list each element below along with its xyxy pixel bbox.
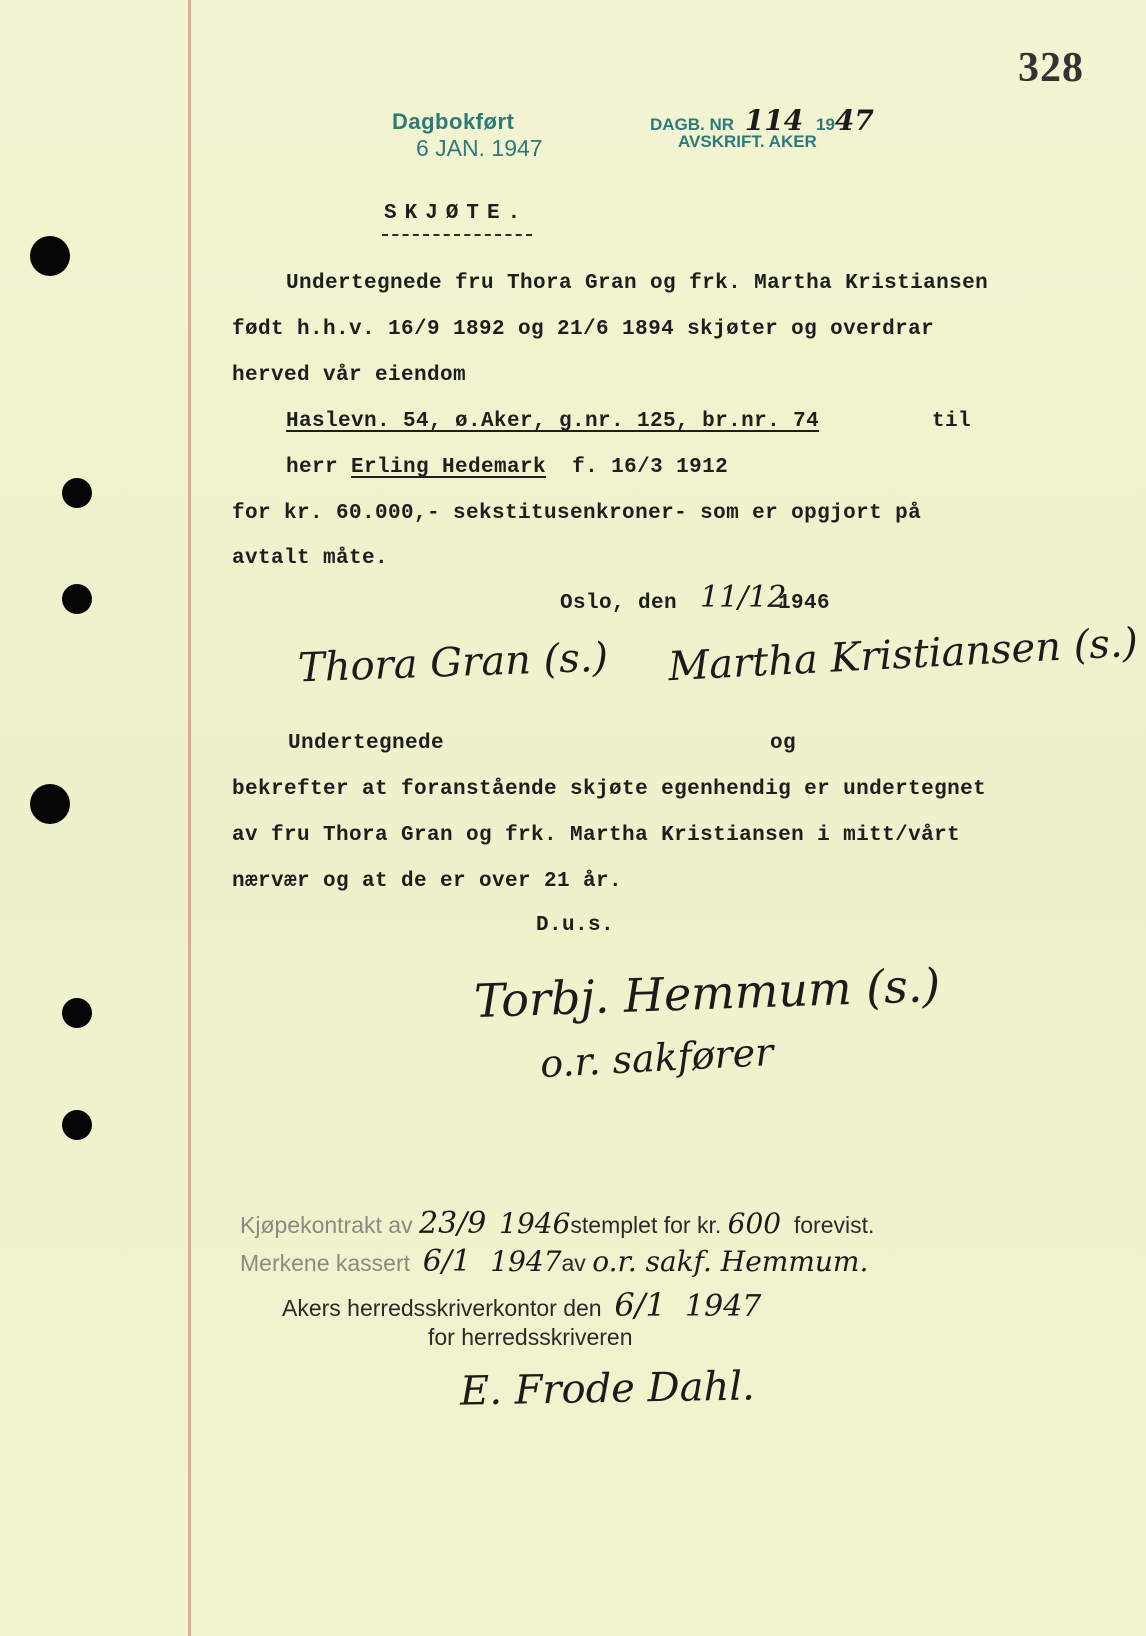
price-line-2: avtalt måte. <box>232 547 389 570</box>
punch-hole <box>30 784 70 824</box>
buyer-line <box>286 456 728 479</box>
registration-date-1: 23/9 <box>418 1206 487 1241</box>
buyer-birth: f. 16/3 1912 <box>572 456 729 479</box>
page-number: 328 <box>1018 45 1084 91</box>
signature-thora-gran: Thora Gran (s.) <box>297 634 609 692</box>
registration-line-3 <box>282 1286 761 1324</box>
buyer-prefix: herr <box>286 456 339 479</box>
diary-year-prefix: 19 <box>815 115 835 134</box>
registration-line-4: for herredsskriveren <box>428 1324 633 1350</box>
registration-amount: 600 <box>727 1207 782 1240</box>
registration-shown-label: forevist. <box>793 1212 875 1238</box>
title-underline <box>382 234 532 236</box>
margin-line <box>188 0 191 1636</box>
registration-year-2: 1947 <box>490 1245 562 1278</box>
witness-line-3: av fru Thora Gran og frk. Martha Kristiansen i mitt/vårt <box>232 824 961 847</box>
transcript-stamp: AVSKRIFT. AKER <box>678 132 817 151</box>
document-title: SKJØTE. <box>384 202 529 225</box>
deed-line-1: Undertegnede fru Thora Gran og frk. Martha Kristiansen <box>286 272 989 295</box>
punch-hole <box>62 584 92 614</box>
property-description: Haslevn. 54, ø.Aker, g.nr. 125, br.nr. 74 <box>286 410 820 433</box>
diary-stamp-date: 6 JAN. 1947 <box>416 135 543 161</box>
registration-stamped-label: stemplet for kr. <box>570 1212 722 1238</box>
registration-line-2 <box>240 1244 868 1279</box>
signature-martha-kristiansen: Martha Kristiansen (s.) <box>667 619 1140 691</box>
registration-line-1 <box>240 1206 874 1241</box>
registration-date-3: 6/1 <box>614 1286 666 1324</box>
diary-number-hand: 114 <box>744 104 804 137</box>
registration-line-1-label: Kjøpekontrakt av <box>240 1212 413 1238</box>
witness-title: o.r. sakfører <box>539 1029 775 1087</box>
dus-label: D.u.s. <box>536 914 615 937</box>
place-date-year: 1946 <box>778 592 831 615</box>
diary-number-label: DAGB. NR <box>650 115 735 134</box>
punch-hole <box>62 1110 92 1140</box>
registrar-signature: E. Frode Dahl. <box>459 1363 756 1415</box>
price-line-1: for kr. 60.000,- sekstitusenkroner- som er opgjort på <box>232 502 922 525</box>
property-to: til <box>932 410 972 433</box>
registration-line-2-label: Merkene kassert <box>240 1250 411 1276</box>
punch-hole <box>62 478 92 508</box>
registration-year-1: 1946 <box>499 1207 571 1240</box>
registration-office-label: Akers herredsskriverkontor den <box>282 1295 602 1321</box>
place-date-hand: 11/12 <box>700 580 787 615</box>
diary-stamp-label: Dagbokført <box>392 109 515 134</box>
registration-by-label: av <box>561 1250 586 1276</box>
witness-line-1b: og <box>770 732 797 755</box>
witness-line-1a: Undertegnede <box>288 732 445 755</box>
buyer-name: Erling Hedemark <box>351 456 547 479</box>
registration-date-2: 6/1 <box>422 1244 472 1279</box>
deed-line-3: herved vår eiendom <box>232 364 467 387</box>
diary-year-hand: 47 <box>834 104 874 137</box>
witness-line-2: bekrefter at foranstående skjøte egenhendig er undertegnet <box>232 778 987 801</box>
witness-line-4: nærvær og at de er over 21 år. <box>232 870 623 893</box>
registration-year-3: 1947 <box>685 1289 762 1324</box>
punch-hole <box>62 998 92 1028</box>
place-date-prefix: Oslo, den <box>560 592 678 615</box>
deed-line-2: født h.h.v. 16/9 1892 og 21/6 1894 skjøter og overdrar <box>232 318 935 341</box>
punch-hole <box>30 236 70 276</box>
registration-cancelled-by: o.r. sakf. Hemmum. <box>592 1245 869 1278</box>
witness-signature: Torbj. Hemmum (s.) <box>473 957 942 1029</box>
